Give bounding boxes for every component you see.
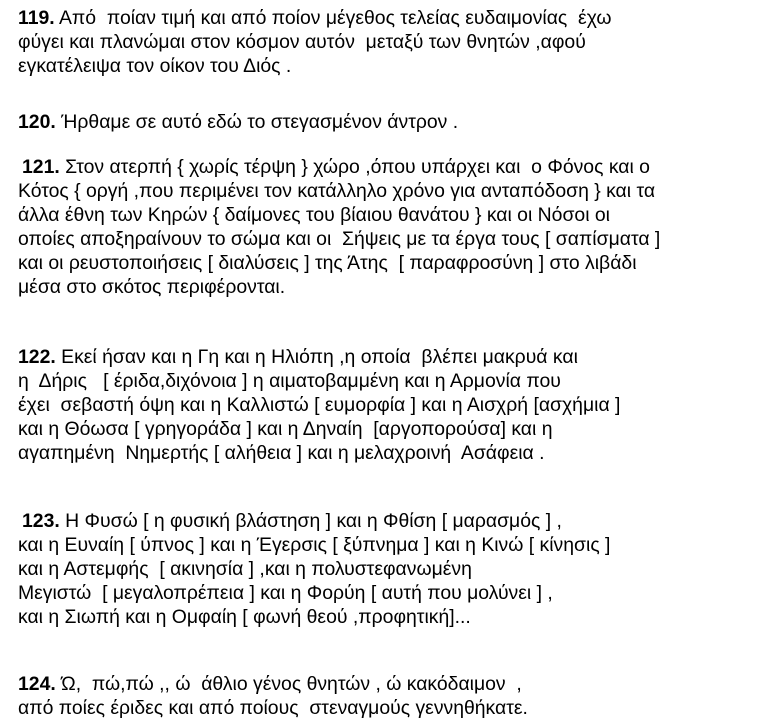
- paragraph-line: οποίες αποξηραίνουν το σώμα και οι Σήψεις με τα έργα τους [ σαπίσματα ]: [18, 228, 661, 250]
- paragraph-line: αγαπημένη Νημερτής [ αλήθεια ] και η μελαχροινή Ασάφεια .: [18, 442, 545, 464]
- paragraph-line: [0, 672, 772, 696]
- paragraph-123: [0, 509, 772, 629]
- paragraph-121: [0, 155, 772, 299]
- paragraph-text: Από ποίαν τιμή και από ποίον μέγεθος τελείας ευδαιμονίας έχω: [54, 7, 612, 29]
- paragraph-122: [0, 345, 772, 465]
- paragraph-line: άλλα έθνη των Κηρών { δαίμονες του βίαιου θανάτου } και οι Νόσοι οι: [18, 204, 610, 226]
- paragraph-line: και οι ρευστοποιήσεις [ διαλύσεις ] της Άτης [ παραφροσύνη ] στο λιβάδι: [18, 252, 637, 274]
- paragraph-line: [0, 110, 772, 134]
- paragraph-line: και η Αστεμφής [ ακινησία ] ,και η πολυστεφανωμένη: [18, 558, 472, 580]
- paragraph-line: Κότος { οργή ,που περιμένει τον κατάλληλο χρόνο για ανταπόδοση } και τα: [18, 180, 656, 202]
- paragraph-text: Εκεί ήσαν και η Γη και η Ηλιόπη ,η οποία βλέπει μακρυά και: [55, 346, 578, 368]
- paragraph-line: από ποίες έριδες και από ποίους στεναγμούς γεννηθήκατε.: [18, 697, 528, 719]
- paragraph-line: και η Σιωπή και η Ομφαίη [ φωνή θεού ,προφητική]...: [18, 606, 471, 628]
- paragraph-line: [0, 345, 772, 369]
- paragraph-120: [0, 110, 772, 134]
- paragraph-text: Στον ατερπή { χωρίς τέρψη } χώρο ,όπου υπάρχει και ο Φόνος και ο: [59, 156, 650, 178]
- paragraph-line: Μεγιστώ [ μεγαλοπρέπεια ] και η Φορύη [ αυτή που μολύνει ] ,: [18, 582, 553, 604]
- paragraph-text: Η Φυσώ [ η φυσική βλάστηση ] και η Φθίση [ μαρασμός ] ,: [59, 510, 562, 532]
- paragraph-number: 121.: [22, 156, 60, 178]
- paragraph-number: 119.: [18, 7, 55, 29]
- paragraph-text: Ώ, πώ,πώ ,, ώ άθλιο γένος θνητών , ώ κακόδαιμον ,: [55, 673, 522, 695]
- paragraph-line: [0, 155, 772, 179]
- paragraph-line: μέσα στο σκότος περιφέρονται.: [18, 276, 286, 298]
- paragraph-number: 123.: [22, 510, 60, 532]
- paragraph-line: έχει σεβαστή όψη και η Καλλιστώ [ ευμορφία ] και η Αισχρή [ασχήμια ]: [18, 394, 621, 416]
- paragraph-line: φύγει και πλανώμαι στον κόσμον αυτόν μεταξύ των θνητών ,αφού: [18, 31, 586, 53]
- paragraph-119: [0, 6, 772, 78]
- paragraph-line: [0, 509, 772, 533]
- paragraph-number: 124.: [18, 673, 56, 695]
- paragraph-line: εγκατέλειψα τον οίκον του Διός .: [18, 55, 292, 77]
- paragraph-124: [0, 672, 772, 720]
- paragraph-line: η Δήρις [ έριδα,διχόνοια ] η αιματοβαμμένη και η Αρμονία που: [18, 370, 561, 392]
- paragraph-line: και η Ευναίη [ ύπνος ] και η Έγερσις [ ξύπνημα ] και η Κινώ [ κίνησις ]: [18, 534, 611, 556]
- paragraph-line: και η Θόωσα [ γρηγοράδα ] και η Δηναίη [αργοπορούσα] και η: [18, 418, 553, 440]
- paragraph-text: Ήρθαμε σε αυτό εδώ το στεγασμένον άντρον .: [55, 111, 459, 133]
- paragraph-number: 122.: [18, 346, 56, 368]
- paragraph-number: 120.: [18, 111, 56, 133]
- paragraph-line: [0, 6, 772, 30]
